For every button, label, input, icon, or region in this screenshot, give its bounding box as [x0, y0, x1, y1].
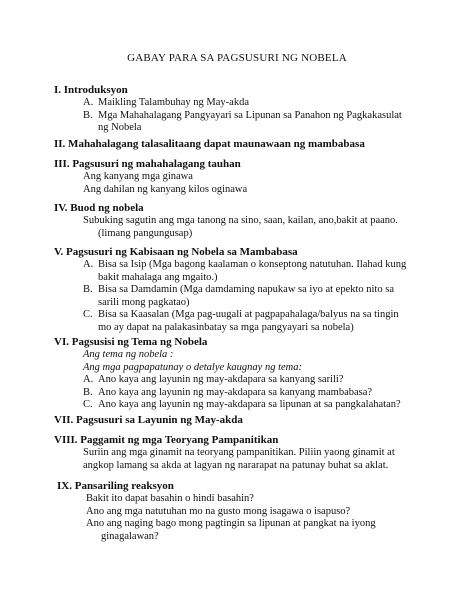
body-line: Subuking sagutin ang mga tanong na sino, saan, kailan, ano,bakit at paano. [83, 215, 398, 226]
list-item [54, 387, 464, 400]
list-letter: C. [83, 309, 93, 321]
list-text: Bisa sa Damdamin (Mga damdaming napukaw sa iyo at epekto nito sa [98, 284, 394, 296]
section-heading: VIII. Paggamit ng mga Teoryang Pampanitikan [54, 434, 279, 446]
list-item [54, 309, 464, 322]
document-title: GABAY PARA SA PAGSUSURI NG NOBELA [127, 52, 347, 64]
body-line: Ang dahilan ng kanyang kilos oginawa [83, 183, 248, 195]
body-line: Ano ang naging bago mong pagtingin sa lipunan at pangkat na iyong [86, 518, 376, 530]
list-text-continuation: mo ay dapat na palakasinbatay sa mga pangyayari sa nobela) [98, 321, 354, 333]
body-line: angkop lamang sa akda at lagyan ng nararapat na patunay buhat sa aklat. [83, 459, 389, 471]
section-heading: V. Pagsusuri ng Kabisaan ng Nobela sa Mambabasa [54, 246, 298, 258]
section-layunin [54, 414, 464, 427]
list-text: Maikling Talambuhay ng May-akda [98, 97, 249, 108]
section-heading: VI. Pagsusisi ng Tema ng Nobela [54, 336, 208, 348]
italic-line: Ang tema ng nobela : [83, 349, 174, 360]
list-text-continuation: bakit mahalaga ang mgaito.) [98, 271, 218, 283]
list-item [54, 399, 464, 412]
section-heading: IX. Pansariling reaksyon [57, 480, 174, 492]
list-text: Bisa sa Isip (Mga bagong kaalaman o konseptong natutuhan. Ilahad kung [98, 259, 407, 270]
list-item [54, 284, 464, 297]
list-letter: B. [83, 109, 93, 121]
body-line: ginagalawan? [101, 530, 159, 542]
list-letter: B. [83, 386, 93, 398]
list-text: Ano kaya ang layunin ng may-akdapara sa lipunan at sa pangkalahatan? [98, 399, 401, 411]
list-text: Bisa sa Kaasalan (Mga pag-uugali at pagpapahalaga/balyus na sa tingin [98, 309, 399, 321]
body-line: Suriin ang mga ginamit na teoryang pampanitikan. Piliin yaong ginamit at [83, 447, 395, 458]
list-text-continuation: sarili mong pagkatao) [98, 296, 190, 308]
body-line: Ang kanyang mga ginawa [83, 171, 193, 182]
list-letter: B. [83, 284, 93, 296]
section-heading: II. Mahahalagang talasalitaang dapat maunawaan ng mambabasa [54, 138, 365, 150]
list-item [54, 97, 464, 110]
list-text: Ano kaya ang layunin ng may-akdapara sa kanyang mambabasa? [98, 386, 373, 398]
section-heading: III. Pagsusuri ng mahahalagang tauhan [54, 158, 241, 170]
list-text: Mga Mahahalagang Pangyayari sa Lipunan sa Panahon ng Pagkakasulat [98, 109, 402, 121]
list-letter: C. [83, 399, 93, 411]
list-text-continuation: ng Nobela [98, 122, 142, 134]
list-item [54, 110, 464, 123]
section-tauhan [54, 158, 464, 196]
list-item [54, 259, 464, 272]
section-heading: IV. Buod ng nobela [54, 202, 144, 214]
section-teorya [54, 434, 464, 472]
section-introduksyon [54, 84, 464, 135]
section-talasalitaan [54, 138, 464, 151]
list-letter: A. [83, 97, 94, 108]
italic-line: Ang mga pagpapatunay o detalye kaugnay ng tema: [83, 361, 302, 373]
section-heading: VII. Pagsusuri sa Layunin ng May-akda [54, 414, 243, 426]
section-tema [54, 336, 464, 412]
section-heading: I. Introduksyon [54, 84, 128, 96]
section-kabisaan [54, 246, 464, 335]
section-buod [54, 202, 464, 240]
section-reaksyon [57, 480, 467, 543]
list-item [54, 374, 464, 387]
list-letter: A. [83, 259, 94, 270]
list-letter: A. [83, 374, 94, 386]
body-line: Ano ang mga natutuhan mo na gusto mong isagawa o isapuso? [86, 505, 351, 517]
body-line: (limang pangungusap) [98, 227, 193, 239]
list-text: Ano kaya ang layunin ng may-akdapara sa kanyang sarili? [98, 374, 344, 386]
body-line: Bakit ito dapat basahin o hindi basahin? [86, 493, 254, 504]
